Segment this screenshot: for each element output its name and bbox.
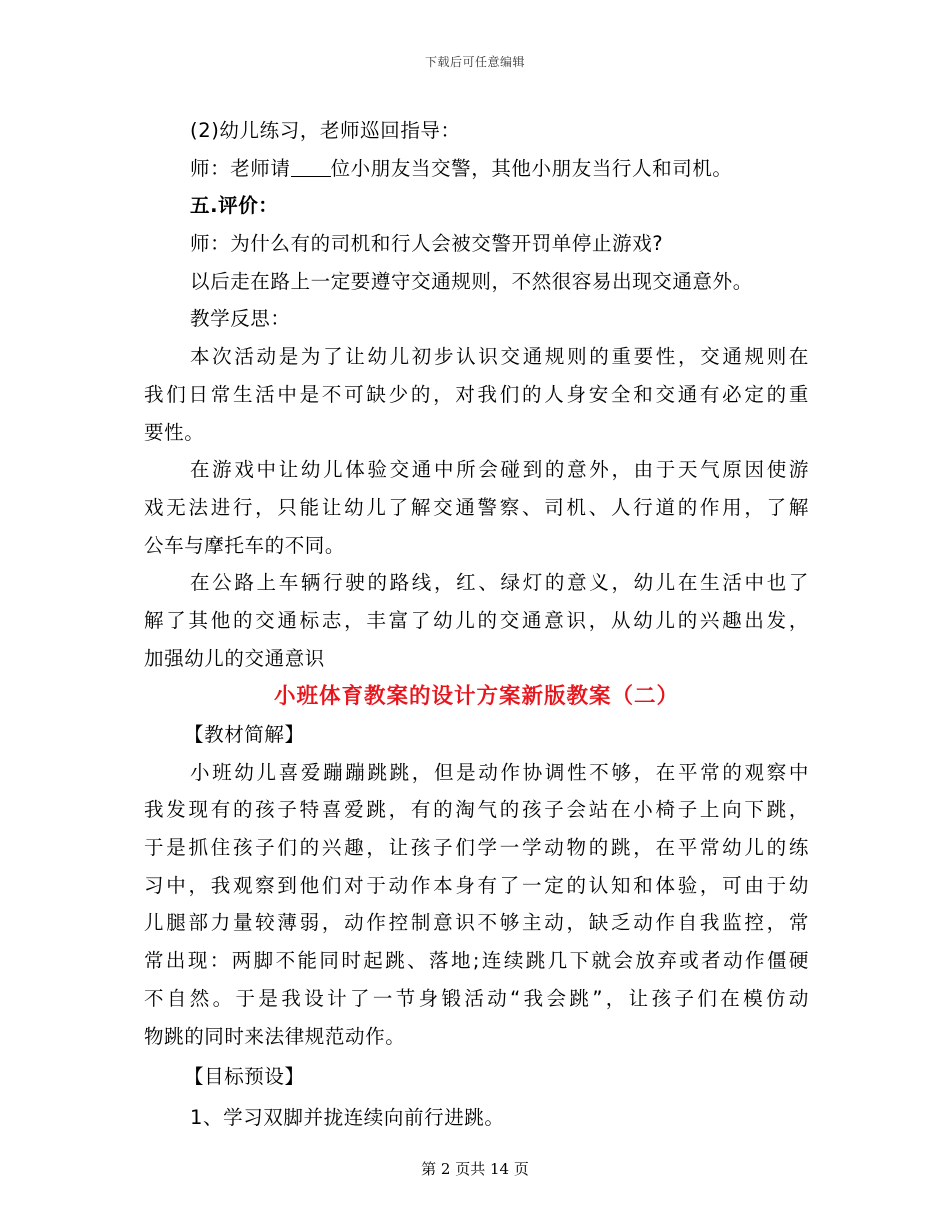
material-line: 小班幼儿喜爱蹦蹦跳跳，但是动作协调性不够，在平常的观察中 (190, 760, 809, 784)
text-after-blank: 位小朋友当交警，其他小朋友当行人和司机。 (330, 156, 733, 180)
page-number: 第 2 页共 14 页 (421, 1160, 529, 1178)
reflection-line: 本次活动是为了让幼儿初步认识交通规则的重要性，交通规则在 (190, 345, 809, 369)
document-body (144, 112, 809, 1137)
paragraph-question: 师：为什么有的司机和行人会被交警开罚单停止游戏? (190, 232, 664, 256)
paragraph-rule: 以后走在路上一定要遵守交通规则，不然很容易出现交通意外。 (190, 269, 753, 293)
heading-goals: 【目标预设】 (184, 1065, 305, 1089)
heading-material-summary: 【教材简解】 (184, 723, 305, 746)
material-line: 于是抓住孩子们的兴趣，让孩子们学一学动物的跳，在平常幼儿的练 (144, 836, 809, 860)
paragraph-teacher-instruction (144, 150, 809, 188)
header-note: 下载后可任意编辑 (424, 55, 525, 69)
material-line: 常出现：两脚不能同时起跳、落地;连续跳几下就会放弃或者动作僵硬 (144, 949, 809, 973)
reflection-line: 戏无法进行，只能让幼儿了解交通警察、司机、人行道的作用，了解 (144, 495, 809, 519)
reflection-line: 在公路上车辆行驶的路线，红、绿灯的意义，幼儿在生活中也了 (190, 571, 809, 595)
material-line: 物跳的同时来法律规范动作。 (144, 1024, 406, 1048)
reflection-line: 在游戏中让幼儿体验交通中所会碰到的意外，由于天气原因使游 (190, 458, 809, 482)
paragraph-practice: (2)幼儿练习，老师巡回指导： (190, 119, 461, 142)
fill-in-blank (291, 156, 331, 177)
section-title: 小班体育教案的设计方案新版教案（二） (273, 684, 679, 710)
reflection-line: 我们日常生活中是不可缺少的，对我们的人身安全和交通有必定的重 (144, 382, 809, 406)
reflection-line: 公车与摩托车的不同。 (144, 533, 346, 557)
goal-item: 1、学习双脚并拢连续向前行进跳。 (190, 1105, 505, 1129)
heading-reflection: 教学反思： (190, 307, 291, 331)
reflection-line: 要性。 (144, 420, 205, 444)
material-line: 儿腿部力量较薄弱，动作控制意识不够主动，缺乏动作自我监控，常 (144, 911, 809, 935)
text-before-blank: 师：老师请 (190, 156, 291, 180)
material-line: 习中，我观察到他们对于动作本身有了一定的认知和体验，可由于幼 (144, 873, 809, 897)
reflection-line: 解了其他的交通标志，丰富了幼儿的交通意识，从幼儿的兴趣出发， (144, 608, 809, 632)
heading-evaluation: 五.评价： (190, 194, 279, 218)
reflection-line: 加强幼儿的交通意识 (144, 646, 325, 670)
material-line: 不自然。于是我设计了一节身锻活动“我会跳”，让孩子们在模仿动 (144, 986, 809, 1010)
material-line: 我发现有的孩子特喜爱跳，有的淘气的孩子会站在小椅子上向下跳， (144, 798, 809, 822)
